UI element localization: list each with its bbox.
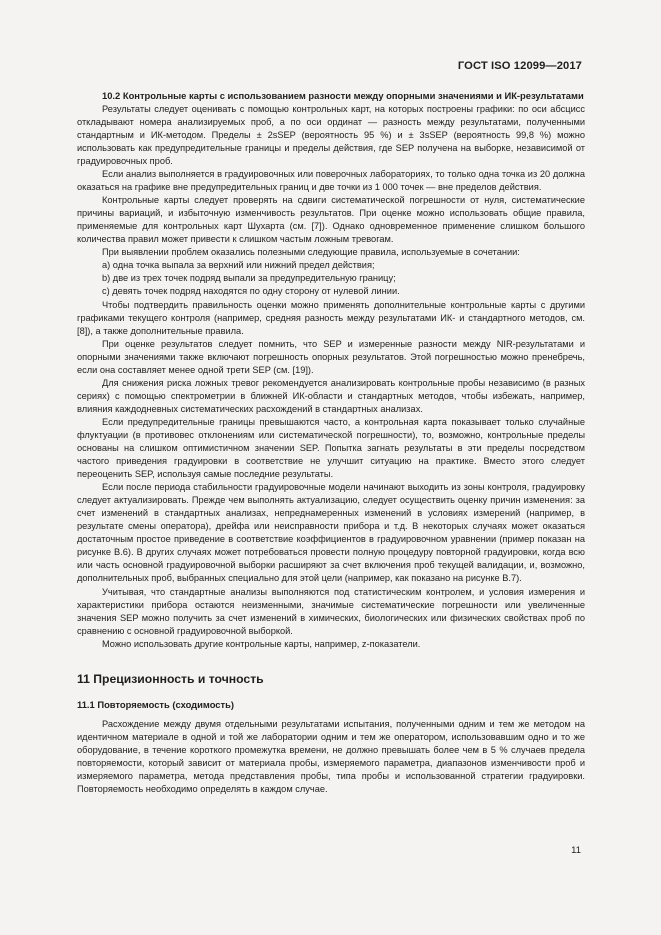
paragraph: При выявлении проблем оказались полезными следующие правила, используемые в сочетании: bbox=[102, 247, 520, 258]
section-10-2-heading: 10.2 Контрольные карты с использованием разности между опорными значениями и ИК-результатами bbox=[102, 90, 584, 101]
paragraph: Контрольные карты следует проверять на сдвиги систематической погрешности от нуля, систематические причины вариаций, и избыточную изменчивость результатов. При оценке можно использовать общие правила, применяемые для контрольных карт Шухарта (см. [7]). Однако одновременное применение слишком большого количества правил может привести к слишком частым ложным тревогам. bbox=[77, 195, 585, 245]
paragraph: Для снижения риска ложных тревог рекомендуется анализировать контрольные пробы независимо (в разных сериях) с помощью спектрометрии в ближней ИК-области и стандартных методов, чтобы избежать, например, влияния каждодневных систематических расхождений в стандартных анализах. bbox=[77, 377, 585, 414]
paragraph: Можно использовать другие контрольные карты, например, z-показатели. bbox=[102, 638, 421, 649]
paragraph: Расхождение между двумя отдельными результатами испытания, полученными одним и тем же методом на идентичном материале в одной и той же лаборатории одним и тем же оператором, использовавшим одно и то же оборудование, в течение короткого промежутка времени, не должно превышать более чем в 5 % случаев предела повторяемости, который зависит от материала пробы, измеряемого параметра, диапазонов изменчивости проб и измеряемого параметра, метода представления пробы, типа пробы и использованной стратегии градуировки. Повторяемость необходимо определять в каждом случае. bbox=[77, 718, 585, 794]
list-item: c) девять точек подряд находятся по одну сторону от нулевой линии. bbox=[102, 286, 400, 297]
paragraph: Чтобы подтвердить правильность оценки можно применять дополнительные контрольные карты с другими графиками текущего контроля (например, средняя разность между результатами ИК- и стандартного методов, см. [8]), а также дополнительные правила. bbox=[77, 299, 585, 336]
paragraph: Результаты следует оценивать с помощью контрольных карт, на которых построены графики: по оси абсцисс откладывают номера анализируемых проб, а по оси ординат — разность между результатами, полученными стандартным и ИК-методом. Пределы ± 2sSEP (вероятность 95 %) и ± 3sSEP (вероятность 99,8 %) можно использовать как предупредительные границы и пределы действия, где SEP получена на выборке, независимой от градуировочных проб. bbox=[77, 103, 585, 166]
paragraph: Если предупредительные границы превышаются часто, а контрольная карта показывает только случайные флуктуации (в противовес отклонениям или систематической погрешности), то, возможно, контрольные пределы основаны на слишком оптимистичном значении SEP. Попытка загнать результаты в эти пределы посредством частого приведения градуировки в соответствие не улучшит ситуацию на практике. Вместо этого следует переоценить SEP, используя самые последние результаты. bbox=[77, 416, 585, 480]
paragraph: Если после периода стабильности градуировочные модели начинают выходить из зоны контроля, градуировку следует актуализировать. Прежде чем выполнять актуализацию, следует осуществить оценку причин изменения: за счет изменений в стандартных анализах, непреднамеренных изменений в условиях измерений (например, в результате смены оператора), дрейфа или неисправности прибора и т.д. В некоторых случаях может оказаться достаточным простое приведение в соответствие коэффициентов в градуировочном уравнении (пример показан на рисунке В.6). В других случаях может потребоваться провести полную процедуру повторной градуировки, когда всю или часть основной градуировочной выборки расширяют за счет включения проб текущей валидации, и, возможно, дополнительных проб, выбранных специально для этой цели (например, как показано на рисунке В.7). bbox=[77, 482, 585, 584]
paragraph: Учитывая, что стандартные анализы выполняются под статистическим контролем, и условия измерения и характеристики прибора остаются неизменными, значимые систематические погрешности или увеличенные значения SEP можно получить за счет изменений в химических, биологических или физических свойствах проб по сравнению с основной градуировочной выборкой. bbox=[77, 586, 585, 636]
list-item: b) две из трех точек подряд выпали за предупредительную границу; bbox=[102, 273, 396, 284]
list-item: a) одна точка выпала за верхний или нижний предел действия; bbox=[102, 260, 375, 271]
section-11-1-heading: 11.1 Повторяемость (сходимость) bbox=[77, 698, 234, 710]
page-content bbox=[77, 90, 585, 796]
paragraph: При оценке результатов следует помнить, что SEP и измеренные разности между NIR-результатами и опорными значениями также включают погрешность опорных результатов. Этой погрешностью можно пренебречь, если она составляет менее одной трети SEP (см. [19]). bbox=[77, 338, 585, 375]
document-id: ГОСТ ISO 12099—2017 bbox=[457, 60, 582, 72]
section-11-heading: 11 Прецизионность и точность bbox=[77, 671, 264, 686]
paragraph: Если анализ выполняется в градуировочных или поверочных лабораториях, то только одна точка из 20 должна оказаться на графике вне предупредительных границ и две точки из 1 000 точек — вне пределов действия. bbox=[77, 169, 585, 193]
page-number: 11 bbox=[571, 845, 581, 856]
